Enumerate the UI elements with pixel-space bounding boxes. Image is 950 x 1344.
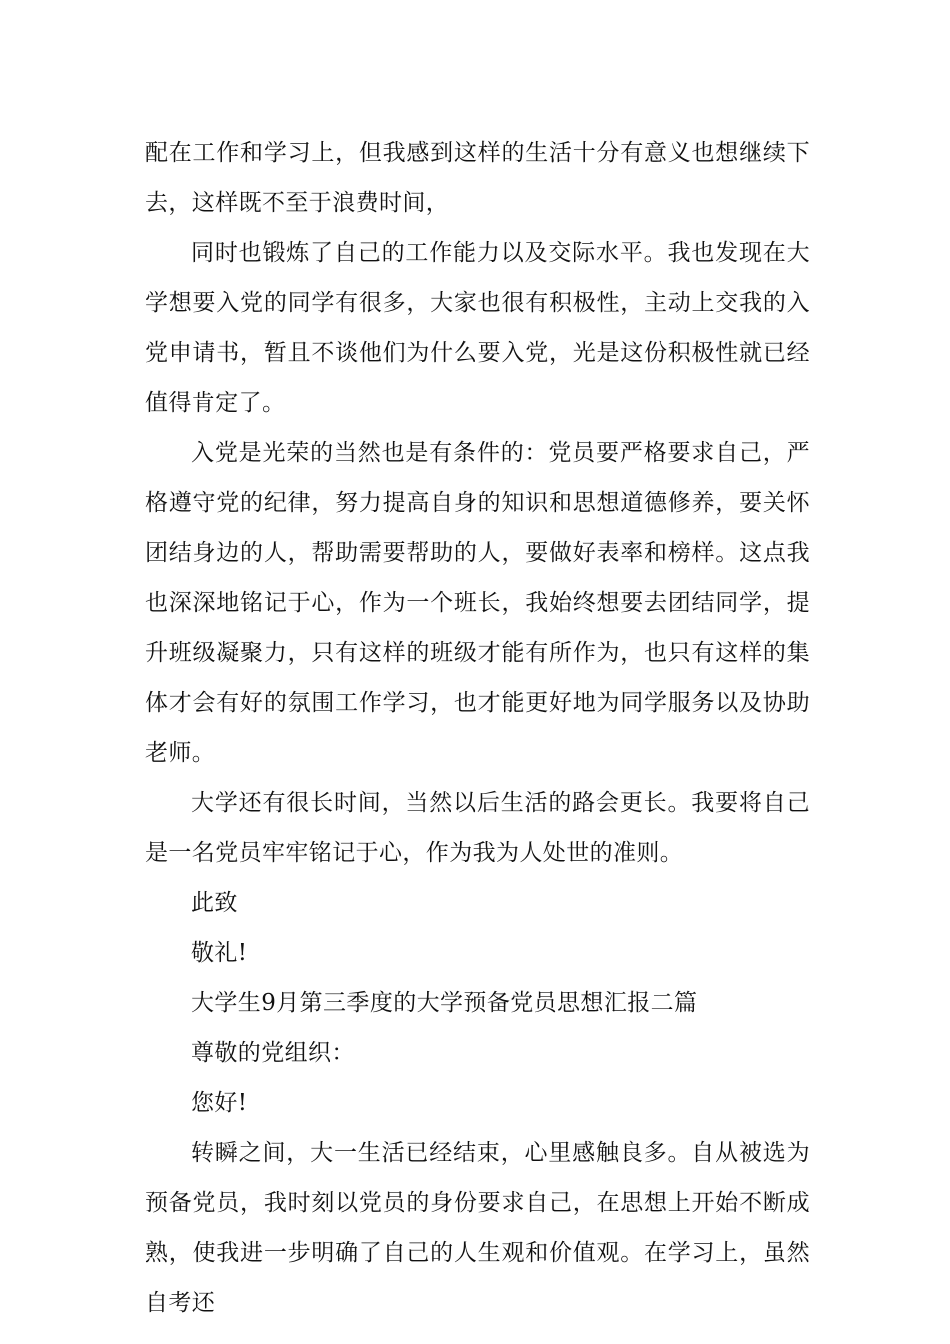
paragraph-1: 配在工作和学习上，但我感到这样的生活十分有意义也想继续下去，这样既不至于浪费时间， [145,140,810,216]
greeting-recipient: 尊敬的党组织： [191,1040,355,1066]
greeting-hello: 您好! [191,1090,248,1116]
paragraph-3: 入党是光荣的当然也是有条件的：党员要严格要求自己，严格遵守党的纪律，努力提高自身的知识和思想道德修养，要关怀团结身边的人，帮助需要帮助的人，要做好表率和榜样。这点我也深深地铭记于心，作为一个班长，我始终想要去团结同学，提升班级凝聚力，只有这样的班级才能有所作为，也只有这样的集体才会有好的氛围工作学习，也才能更好地为同学服务以及协助老师。 [145,440,810,766]
section-title: 大学生9月第三季度的大学预备党员思想汇报二篇 [191,990,698,1016]
paragraph-5: 转瞬之间，大一生活已经结束，心里感触良多。自从被选为预备党员，我时刻以党员的身份要求自己，在思想上开始不断成熟，使我进一步明确了自己的人生观和价值观。在学习上，虽然自考还 [145,1140,810,1316]
document-body [145,128,810,1328]
salutation-cizhi: 此致 [191,890,238,916]
paragraph-2: 同时也锻炼了自己的工作能力以及交际水平。我也发现在大学想要入党的同学有很多，大家也很有积极性，主动上交我的入党申请书，暂且不谈他们为什么要入党，光是这份积极性就已经值得肯定了。 [145,240,810,416]
salutation-jingli: 敬礼! [191,940,248,966]
paragraph-4: 大学还有很长时间，当然以后生活的路会更长。我要将自己是一名党员牢牢铭记于心，作为我为人处世的准则。 [145,790,810,866]
